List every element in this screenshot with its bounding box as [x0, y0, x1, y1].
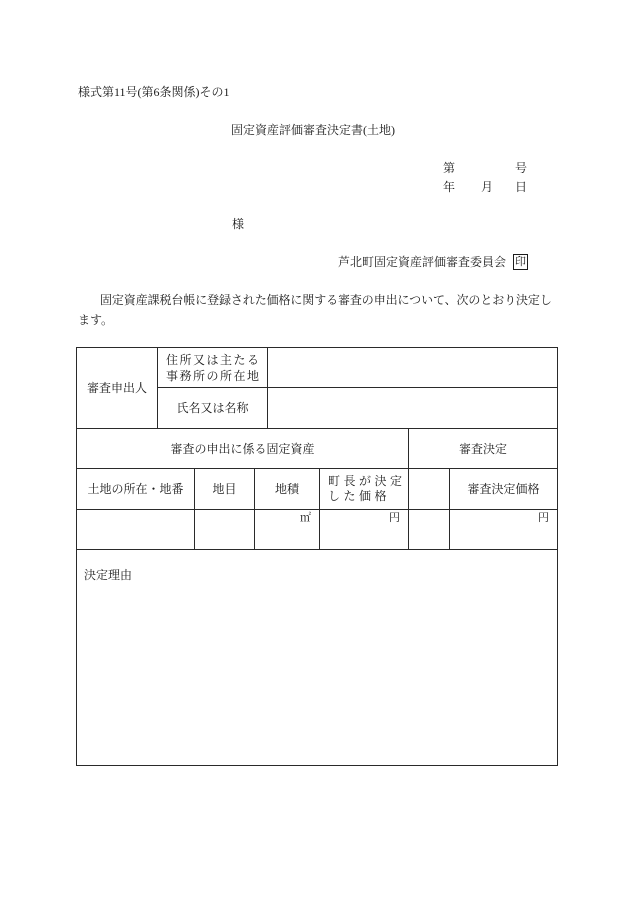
land-category-column-header: 地目 [195, 469, 255, 510]
body-text-line-1: 固定資産課税台帳に登録された価格に関する審査の申出について、次のとおり決定し [100, 293, 552, 307]
property-data-row [77, 510, 558, 550]
town-mayor-price-header-line-2: した価格 [328, 489, 391, 503]
area-column-header: 地積 [255, 469, 320, 510]
land-category-cell [195, 510, 255, 550]
town-mayor-price-header-line-1: 町長が決定 [328, 474, 406, 488]
form-number: 様式第11号(第6条関係)その1 [78, 85, 230, 99]
applicant-address-label-line-2: 事務所の所在地 [166, 368, 261, 383]
addressee-honorific: 様 [232, 217, 245, 231]
body-text-line-2: ます。 [78, 313, 114, 327]
document-number-suffix: 号 [515, 161, 528, 175]
applicant-name-label: 氏名又は名称 [158, 388, 268, 429]
section-header-row [77, 429, 558, 469]
applicant-name-value [268, 388, 558, 429]
document-title: 固定資産評価審査決定書(土地) [231, 123, 395, 137]
date-year-label: 年 [443, 180, 456, 194]
decision-reason-label: 決定理由 [77, 550, 558, 766]
date-day-label: 日 [515, 180, 528, 194]
blank-column-header [409, 469, 450, 510]
blank-cell [409, 510, 450, 550]
decision-table [76, 347, 558, 766]
issuer-name: 芦北町固定資産評価審査委員会 [338, 255, 507, 269]
column-header-row [77, 469, 558, 510]
document-number-prefix: 第 [443, 161, 456, 175]
town-mayor-price-column-header [320, 469, 409, 510]
applicant-address-label [158, 348, 268, 388]
applicant-address-row [77, 348, 558, 388]
location-column-header: 土地の所在・地番 [77, 469, 195, 510]
seal-box: 印 [515, 256, 526, 268]
location-cell [77, 510, 195, 550]
applicant-label: 審査申出人 [77, 348, 158, 429]
area-unit: ㎡ [255, 510, 320, 550]
applicant-address-label-line-1: 住所又は主たる [166, 352, 261, 367]
decided-price-unit: 円 [450, 510, 558, 550]
date-month-label: 月 [481, 180, 494, 194]
reason-row [77, 550, 558, 766]
property-section-header: 審査の申出に係る固定資産 [77, 429, 409, 469]
decided-price-column-header: 審査決定価格 [450, 469, 558, 510]
town-mayor-price-unit: 円 [320, 510, 409, 550]
applicant-address-value [268, 348, 558, 388]
decision-section-header: 審査決定 [409, 429, 558, 469]
